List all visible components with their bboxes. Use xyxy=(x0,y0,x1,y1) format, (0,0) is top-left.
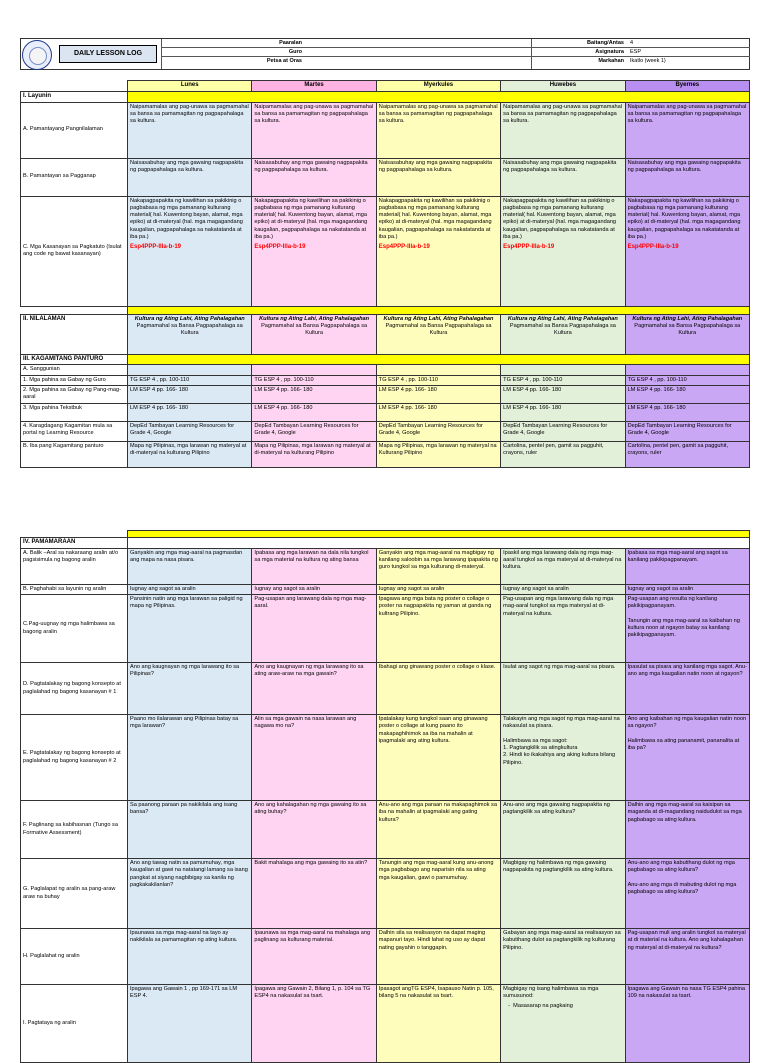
field-petsa: Petsa at Oras xyxy=(266,58,302,64)
lesson-table-top xyxy=(20,80,750,468)
day-lunes: Lunes xyxy=(128,81,252,92)
day-myerkules: Myerkules xyxy=(376,81,500,92)
row-gabay-pang-mag-aaral: 2. Mga pahina sa Gabay ng Pang-mag-aaral LM ESP 4 pp. 166- 180 LM ESP 4 pp. 166- 180 LM ESP 4 pp. 166- 180 LM ESP 4 pp. 166- 180 LM ESP 4 pp. 166- 180 xyxy=(21,385,750,403)
row-karagdagang-kagamitan: 4. Karagdagang Kagamitan mula sa portal ng Learning Resource DepEd Tambayan Learning Resources for Grade 4, Google DepEd Tambayan Learning Resources for Grade 4, Google DepEd Tambayan Learning Resources for Grade 4, Google DepEd Tambayan Learning Resources for Grade 4, Google DepEd Tambayan Learning Resources for Grade 4, Google xyxy=(21,421,750,441)
competency-code: Esp4PPP-IIIa-b-19 xyxy=(378,244,430,251)
competency-code: Esp4PPP-IIIa-b-19 xyxy=(254,244,306,251)
day-huwebes: Huwebes xyxy=(501,81,625,92)
row-paghahabi: B. Paghahabi sa layunin ng aralin Iugnay ang sagot sa aralin Iugnay ang sagot sa aralin Iugnay ang sagot sa aralin Iugnay ang sagot sa aralin Iugnay ang sagot sa aralin xyxy=(21,584,750,594)
day-byernes: Byernes xyxy=(625,81,749,92)
row-pamantayan-sa-pagganap: B. Pamantayan sa Pagganap Naisasabuhay ang mga gawaing nagpapakita ng pagpapahalaga sa kultura. Naisasabuhay ang mga gawaing nagpapakita ng pagpapahalaga sa kultura. Naisasabuhay ang mga gawaing nagpapakita ng pagpapahalaga sa kultura. Naisasabuhay ang mga gawaing nagpapakita ng pagpapahalaga sa kultura. Naisasabuhay ang mga gawaing nagpapakita ng pagpapahalaga sa kultura. xyxy=(21,158,750,196)
row-pagtatalakay-2: E. Pagtatalakay ng bagong konsepto at paglalahad ng bagong kasanayan # 2 Paano mo ilalarawan ang Pilipinas batay sa mga larawan? Alin sa mga gawain na nasa larawan ang nagawa mo na? Ipatalakay kung tungkol saan ang ginawang poster o collage at kung paano ito makapaghihimok sa iba na mahalin at ipagmalaki ang ating kultura. Talakayin ang mga sagot ng mga mag-aaral na nakasulat sa pisara. Halimbawa sa mga sagot: 1. Pagtangkilik sa atingkultura 2. Hindi ko ikakahiya ang aking kultura bilang Pilipino. Ano ang kaibahan ng mga kaugalian natin noon sa ngayon? Halimbawa sa ating pananamit, pananalita at iba pa? xyxy=(21,715,750,801)
row-iba-pang-kagamitan: B. Iba pang Kagamitang panturo Mapa ng Pilipinas, mga larawan ng materyal at di-materyal na kulturang Pilipino Mapa ng Pilipinas, mga larawan ng materyal at di-materyal na kulturang Pilipino Mapa ng Pilipinas, mga larawan ng materyal na Kulturang Pilipino Cartolina, pentel pen, gamit sa pagguhit, crayons, ruler Cartolina, pentel pen, gamit sa pagguhit, crayons, ruler xyxy=(21,441,750,467)
row-pag-uugnay: C.Pag-uugnay ng mga halimbawa sa bagong aralin Pansinin natin ang mga larawan sa paligid ng mapa ng Pilipinas. Pag-usapan ang larawang dala ng mga mag-aaral. Ipagawa ang mga bata ng poster o collage o poster na nagpapakita ng yaman at ganda ng kultrang Pilipino. Pag-usapan ang mga larawang dala ng mga mag-aaral tungkol sa mga materyal at di-materyal na kultura. Pag-usapan ang resulta ng kanilang pakikipagpanayam. Tanungin ang mga mag-aaral sa kaibahan ng kultura noon at ngayon batay sa kanilang pakikipagpanayam. xyxy=(21,595,750,663)
row-paglalahat: H. Paglalahat ng aralin Ipaunawa sa mga mag-aaral na tayo ay nakikilala sa pamamagitan ng ating kultura. Ipaunawa sa mga mag-aaral na mahalaga ang paglinang sa kulturang material. Dalhin sila sa realisasyon na dapat maging mapanuri tayo. Hindi lahat ng uso ay dapat nating gayahin o tanggapin. Gabayan ang mga mag-aaral sa realisasyon sa kabutihang dulot sa pagtangkilik ng kulturang Pilipino. Pag-usapan muli ang aralin tungkol sa materyal at di material na kultura. Ano ang kahalagahan ng materyal at di-materyal na kultura? xyxy=(21,929,750,985)
section-pamamaraan: IV. PAMAMARAAN xyxy=(21,538,128,549)
field-asignatura: Asignatura ESP xyxy=(532,48,750,57)
deped-seal-icon xyxy=(22,40,52,70)
section-layunin: I. Layunin xyxy=(21,91,128,102)
field-guro: Guro xyxy=(162,48,532,57)
field-markahan: Markahan Ikatlo (week 1) xyxy=(598,58,666,64)
row-paglinang: F. Paglinang sa kabihasnan (Tungo sa Formative Assessment) Sa paanong paraan pa nakikilala ang isang bansa? Ano ang kahalagahan ng mga gawaing ito sa ating buhay? Anu-ano ang mga paraan na makapaghimok sa iba na mahalin at ipagmalaki ang gating kultura? Anu-ano ang mga gawaing nagpapakita ng pagtangkilik sa ating kultura? Dalhin ang mga mag-aaral sa kaisipan sa maganda at di-magandang naidudulot sa mga pagbabago sa ating kultura. xyxy=(21,801,750,859)
daily-lesson-log-title: DAILY LESSON LOG xyxy=(59,45,157,63)
row-balik-aral: A. Balik –Aral sa nakaraang aralin at/o pagsisimula ng bagong aralin Ganyakin ang mga mag-aaral na pagmasdan ang mapa na nasa pisara. Ipabasa ang mga larawan na dala nila tungkol sa mga material na kultura ng ating bansa Ganyakin ang mga mag-aaral na magbigay ng kanilang saloobin sa mga larawang ipapakita ng guro tungkol sa mga kulturang di-materyal. Ipaskil ang mga larawang dala ng mga mag-aaral tungkol sa mga materyal at di-materyal na kultura. Ipabasa sa mga mag-aaral ang sagot sa kanilang pakikipagpanayam. xyxy=(21,548,750,584)
row-tekstbuk: 3. Mga pahina Tekstbuk LM ESP 4 pp. 166- 180 LM ESP 4 pp. 166- 180 LM ESP 4 pp. 166- 180 LM ESP 4 pp. 166- 180 LM ESP 4 pp. 166- 180 xyxy=(21,403,750,421)
row-pamantayang-pangnilalaman: A. Pamantayang Pangnilalaman Naipamamalas ang pag-unawa sa pagmamahal sa bansa sa pamamagitan ng pagpapahalaga sa kultura. Naipamamalas ang pag-unawa sa pagmamahal sa bansa sa pamamagitan ng pagpapahalaga sa kultura. Naipamamalas ang pag-unawa sa pagmamahal sa bansa sa pamamagitan ng pagpapahalaga sa kultura. Naipamamalas ang pag-unawa sa pagmamahal sa bansa sa pamamagitan ng pagpapahalaga sa kultura. Naipamamalas ang pag-unawa sa pagmamahal sa bansa sa pamamagitan ng pagpapahalaga sa kultura. xyxy=(21,102,750,158)
lesson-table-bottom xyxy=(20,530,750,1063)
row-pagtataya: I. Pagtataya ng aralin Ipagawa ang Gawain 1 , pp 169-171 sa LM ESP 4. Ipagawa ang Gawain 2, Bilang 1, p. 104 sa TG ESP4 na nakasulat sa tsart. Ipasagot angTG ESP4, Isapauso Natin p. 105, bilang 5 na nakasulat sa tsart. Magbigay ng isang halimbawa sa mga sumusunod: - Masasarap na pagkaing Ipagawa ang Gawain na nasa TG ESP4 pahina 109 na nakasulat sa tsart. xyxy=(21,985,750,1063)
lesson-log-header xyxy=(20,38,750,70)
competency-code: Esp4PPP-IIIa-b-19 xyxy=(627,244,679,251)
field-baitang: Baitang/Antas 4 xyxy=(532,39,750,48)
row-nilalaman: II. NILALAMAN Kultura ng Ating Lahi, Ating Pahalagahan Pagmamahal sa Bansa Pagpapahalaga sa Kultura Kultura ng Ating Lahi, Ating Pahalagahan Pagmamahal sa Bansa Pagpapahalaga sa Kultura Kultura ng Ating Lahi, Ating Pahalagahan Pagmamahal sa Bansa Pagpapahalaga sa Kultura Kultura ng Ating Lahi, Ating Pahalagahan Pagmamahal sa Bansa Pagpapahalaga sa Kultura Kultura ng Ating Lahi, Ating Pahalagahan Pagmamahal sa Bansa Pagpapahalaga sa Kultura xyxy=(21,314,750,354)
row-sanggunian: A. Sanggunian xyxy=(21,365,750,375)
row-mga-kasanayan: C. Mga Kasanayan sa Pagkatuto (Isulat ang code ng bawat kasanayan) Nakapagpapakita ng kawilihan sa pakikinig o pagbabasa ng mga pamanang kulturang material( hal. Kuwentong bayan, alamat, mga epiko) at di-materyal (hal. mga magagandang kaugalian, pagpapahalaga sa nakatatanda at iba pa.) Esp4PPP-IIIa-b-19 Nakapagpapakita ng kawilihan sa pakikinig o pagbabasa ng mga pamanang kulturang material( hal. Kuwentong bayan, alamat, mga epiko) at di-materyal (hal. mga magagandang kaugalian, pagpapahalaga sa nakatatanda at iba pa.) Esp4PPP-IIIa-b-19 Nakapagpapakita ng kawilihan sa pakikinig o pagbabasa ng mga pamanang kulturang material( hal. Kuwentong bayan, alamat, mga epiko) at di-materyal (hal. mga magagandang kaugalian, pagpapahalaga sa nakatatanda at iba pa.) Esp4PPP-IIIa-b-19 Nakapagpapakita ng kawilihan sa pakikinig o pagbabasa ng mga pamanang kulturang material( hal. Kuwentong bayan, alamat, mga epiko) at di-materyal (hal. mga magagandang kaugalian, pagpapahalaga sa nakatatanda at iba pa.) Esp4PPP-IIIa-b-19 Nakapagpapakita ng kawilihan sa pakikinig o pagbabasa ng mga pamanang kulturang material( hal. Kuwentong bayan, alamat, mga epiko) at di-materyal (hal. mga magagandang kaugalian, pagpapahalaga sa nakatatanda at iba pa.) Esp4PPP-IIIa-b-19 xyxy=(21,196,750,306)
competency-code: Esp4PPP-IIIa-b-19 xyxy=(130,244,182,251)
row-gabay-ng-guro: 1. Mga pahina sa Gabay ng Guro TG ESP 4 , pp. 100-110 TG ESP 4 , pp. 100-110 TG ESP 4 , pp. 100-110 TG ESP 4 , pp. 100-110 TG ESP 4 , pp. 100-110 xyxy=(21,375,750,385)
row-paglalapat: G. Paglalapat ng aralin sa pang-araw araw na buhay Ano ang tawag natin sa pamumuhay, mga kaugalian at gawi na natatangi lamang sa isang pangkat at siyang nagbibigay sa kanila ng pagkakakilanlan? Bakit mahalaga ang mga gawaing ito sa atin? Tanungin ang mga mag-aaral kung anu-anong mga pagbabago ang naparisin nila sa ating mga kaugalian, gawi o pamumuhay. Magbigay ng halimbawa ng mga gawaing nagpapakita ng pagtangkilik sa ating kultura. Anu-ano ang mga kabutihang dulot ng mga pagbabago sa ating kultura? Anu-ano ang mga di mabuting dulot ng mga pagbabago sa ating kultura? xyxy=(21,859,750,929)
day-header-row xyxy=(21,81,750,92)
field-paaralan: Paaralan xyxy=(162,39,532,48)
competency-code: Esp4PPP-IIIa-b-19 xyxy=(503,244,555,251)
day-martes: Martes xyxy=(252,81,376,92)
row-pagtatalakay-1: D. Pagtatalakay ng bagong konsepto at paglalahad ng bagong kasanayan # 1 Ano ang kaugnayan ng mga larawang ito sa Pilipinas? Ano ang kaugnayan ng mga larawang ito sa ating araw-araw na mga gawain? Ibahagi ang ginawang poster o collage o klase. Isulat ang sagot ng mga mag-aaral sa pisara. Ipasulat sa pisara ang kanilang mga sagot. Anu-ano ang mga kaugalian natin noon at ngayon? xyxy=(21,663,750,715)
section-kagamitan: III. KAGAMITANG PANTURO xyxy=(21,354,128,365)
